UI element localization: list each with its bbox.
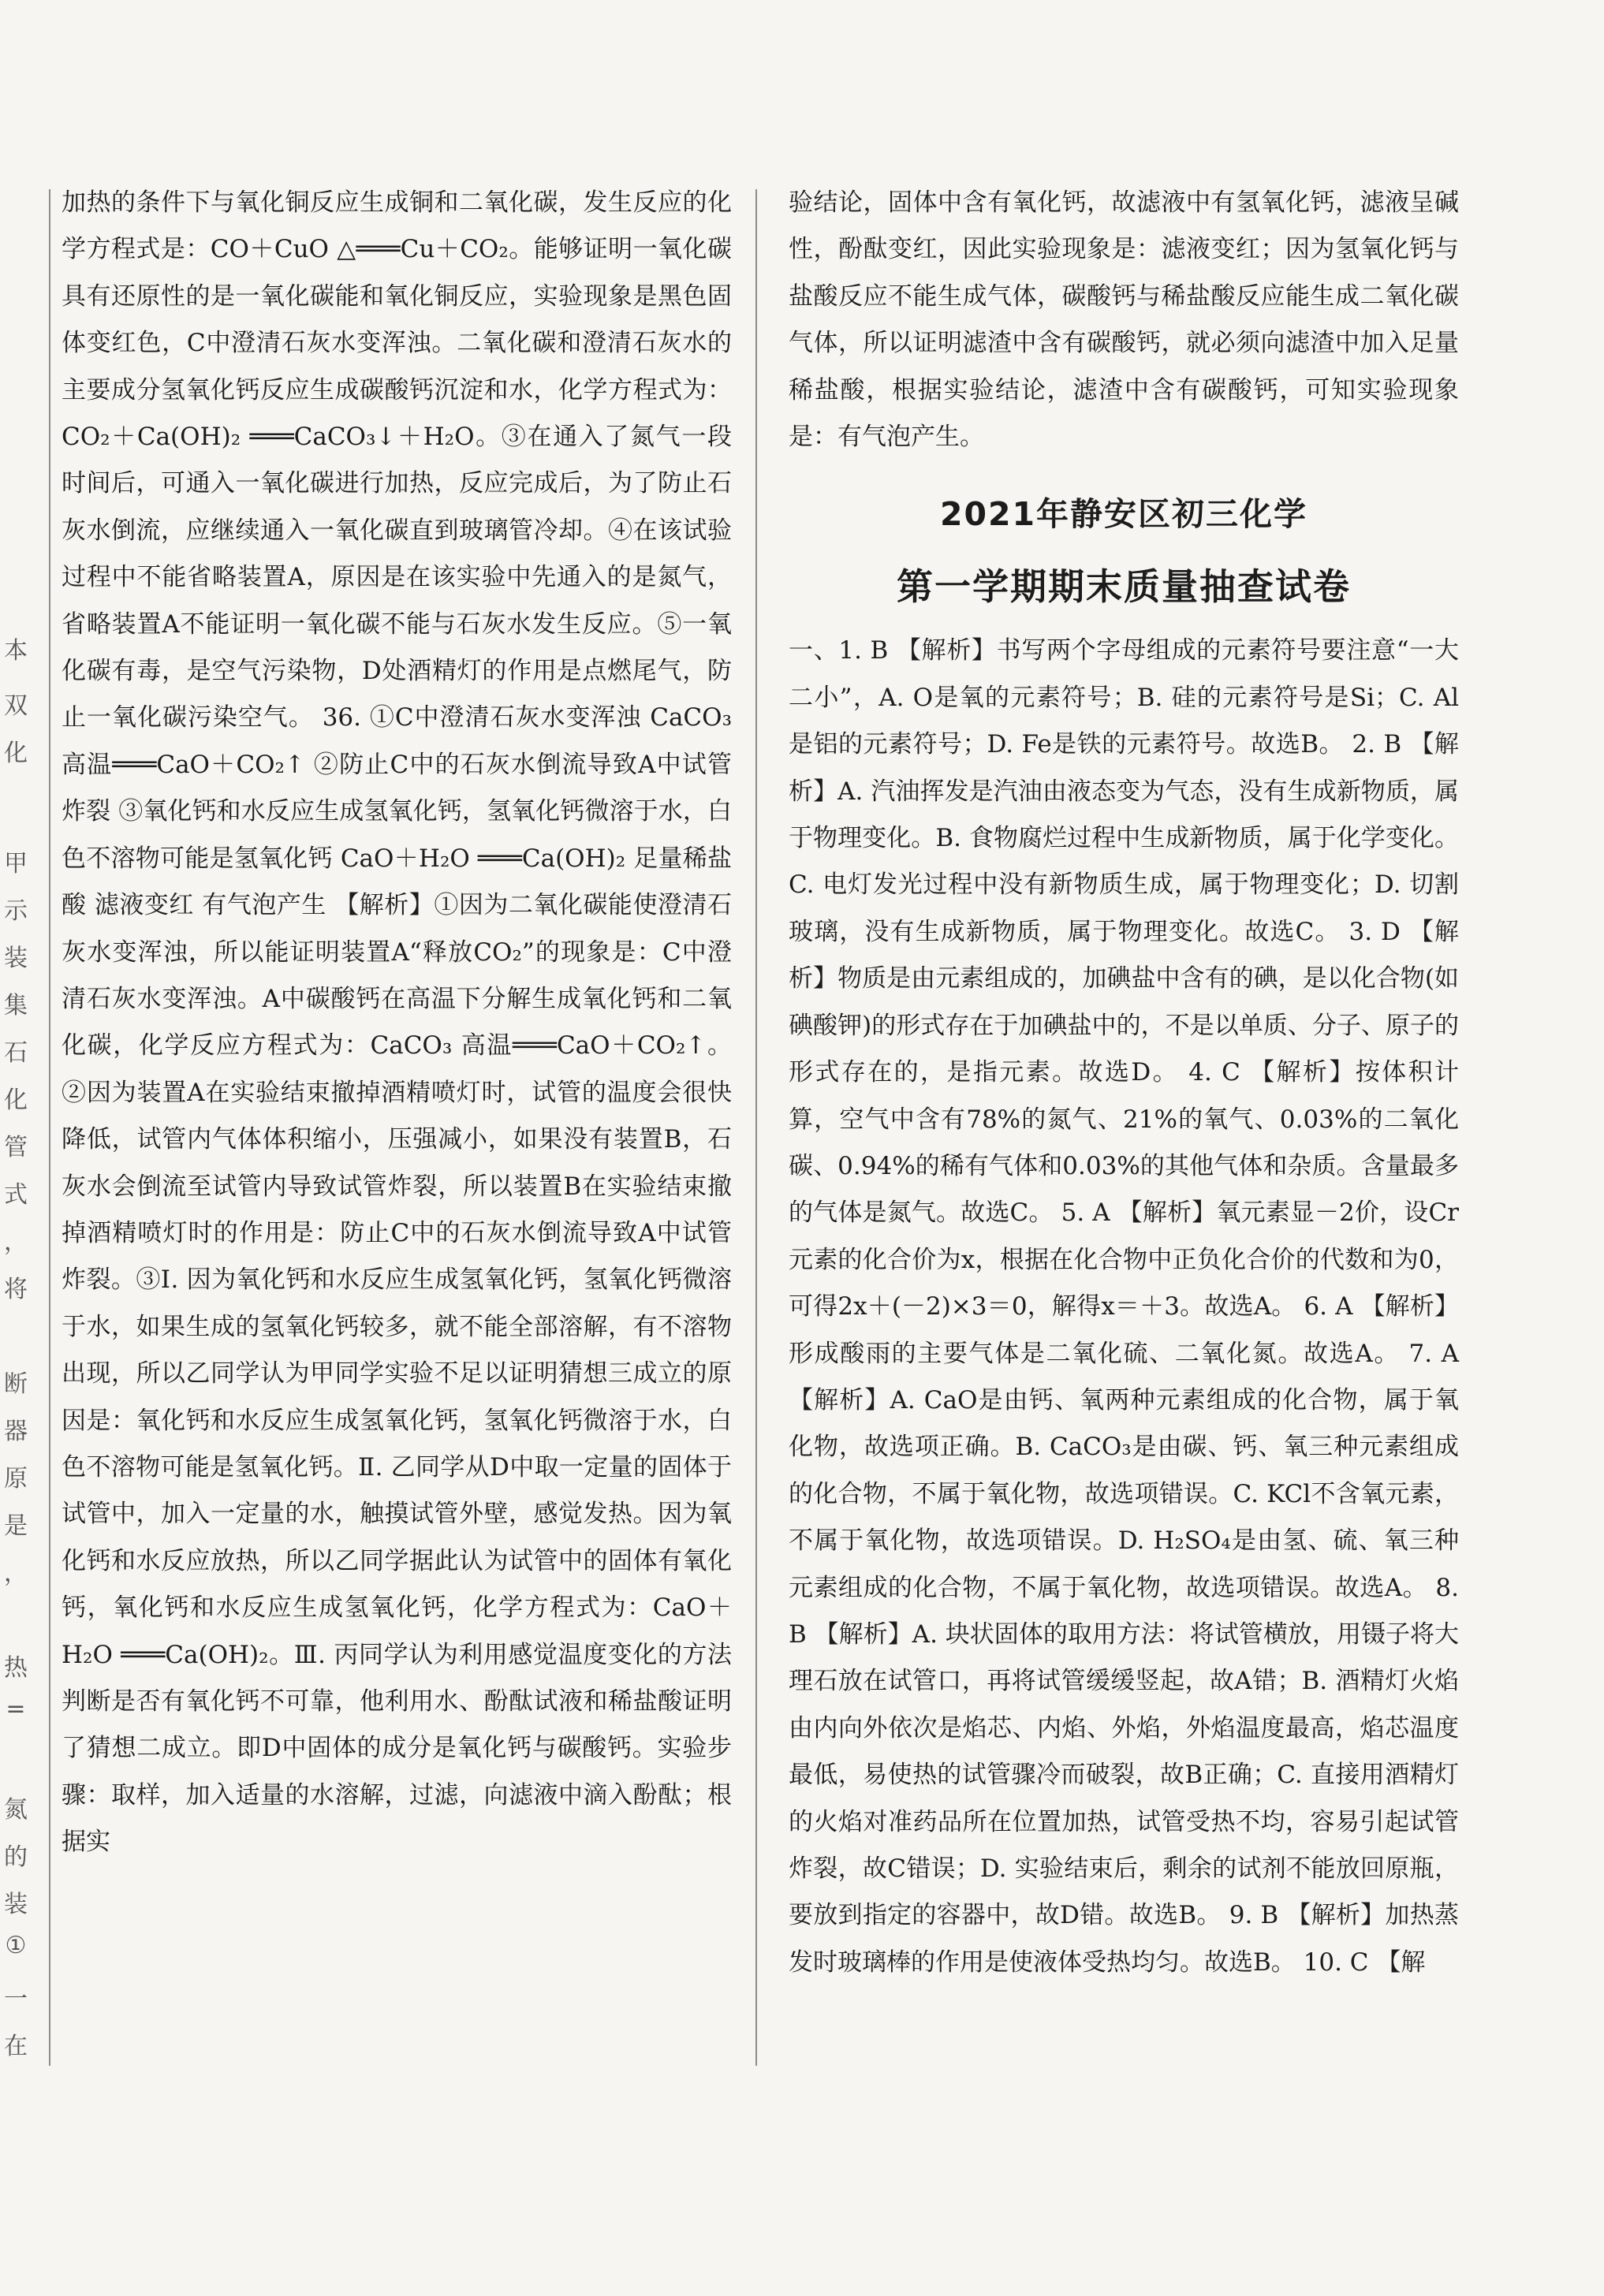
margin-char: 氮 (4, 1796, 28, 1824)
margin-char: ① (5, 1932, 27, 1959)
margin-char: 是 (4, 1512, 28, 1540)
column-rule (755, 189, 757, 2066)
margin-char: ， (4, 1560, 28, 1587)
margin-char: 化 (4, 1086, 28, 1114)
margin-char: 装 (4, 1891, 28, 1918)
margin-char: 装 (4, 945, 28, 972)
margin-char: 将 (4, 1276, 28, 1303)
right-answers-text: 一、1. B 【解析】书写两个字母组成的元素符号要注意“一大二小”，A. O是氧的元素符号；B. 硅的元素符号是Si；C. Al是铝的元素符号；D. Fe是铁的元素符号。故选B。 2. B 【解析】A. 汽油挥发是汽油由液态变为气态，没有生成新物质，属于物理变化。B. 食物腐烂过程中生成新物质，属于化学变化。C. 电灯发光过程中没有新物质生成，属于物理变化；D. 切割玻璃，没有生成新物质，属于物理变化。故选C。 3. D 【解析】物质是由元素组成的，加碘盐中含有的碘，是以化合物(如碘酸钾)的形式存在于加碘盐中的，不是以单质、分子、原子的形式存在的，是指元素。故选D。 4. C 【解析】按体积计算，空气中含有78%的氮气、21%的氧气、0.03%的二氧化碳、0.94%的稀有气体和0.03%的其他气体和杂质。含量最多的气体是氮气。故选C。 5. A 【解析】氧元素显－2价，设Cr元素的化合价为x，根据在化合物中正负化合价的代数和为0，可得2x＋(－2)×3＝0，解得x＝＋3。故选A。 6. A 【解析】形成酸雨的主要气体是二氧化硫、二氧化氮。故选A。 7. A 【解析】A. CaO是由钙、氧两种元素组成的化合物，属于氧化物，故选项正确。B. CaCO₃是由碳、钙、氧三种元素组成的化合物，不属于氧化物，故选项错误。C. KCl不含氧元素，不属于氧化物，故选项错误。D. H₂SO₄是由氢、硫、氧三种元素组成的化合物，不属于氧化物，故选项错误。故选A。 8. B 【解析】A. 块状固体的取用方法：将试管横放，用镊子将大理石放在试管口，再将试管缓缓竖起，故A错；B. 酒精灯火焰由内向外依次是焰芯、内焰、外焰，外焰温度最高，焰芯温度最低，易使热的试管骤冷而破裂，故B正确；C. 直接用酒精灯的火焰对准药品所在位置加热，试管受热不均，容易引起试管炸裂，故C错误；D. 实验结束后，剩余的试剂不能放回原瓶，要放到指定的容器中，故D错。故选B。 9. B 【解析】加热蒸发时玻璃棒的作用是使液体受热均匀。故选B。 10. C 【解 (789, 636, 1459, 1977)
margin-char: 器 (4, 1418, 28, 1445)
margin-char: 热 (4, 1654, 28, 1682)
margin-char: 管 (4, 1134, 28, 1161)
gutter-rule (49, 189, 50, 2066)
margin-char: 石 (4, 1039, 28, 1067)
margin-char: 化 (4, 740, 28, 767)
margin-char: 一 (4, 1985, 28, 2013)
margin-char: 在 (4, 2033, 28, 2060)
margin-char: 本 (4, 637, 28, 665)
margin-char: 双 (4, 692, 28, 720)
margin-char: 集 (4, 992, 28, 1019)
margin-char: 的 (4, 1843, 28, 1871)
exam-title-line2: 第一学期期末质量抽查试卷 (897, 565, 1351, 609)
margin-char: ， (4, 1228, 28, 1256)
left-column (62, 180, 732, 1866)
right-intro-text: 验结论，固体中含有氧化钙，故滤液中有氢氧化钙，滤液呈碱性，酚酞变红，因此实验现象是：滤液变红；因为氢氧化钙与盐酸反应不能生成气体，碳酸钙与稀盐酸反应能生成二氧化碳气体，所以证明滤渣中含有碳酸钙，就必须向滤渣中加入足量稀盐酸，根据实验结论，滤渣中含有碳酸钙，可知实验现象是：有气泡产生。 (789, 188, 1459, 452)
margin-char: 原 (4, 1465, 28, 1493)
right-column (789, 180, 1459, 1986)
margin-char: 示 (4, 897, 28, 925)
margin-char: 甲 (4, 850, 28, 878)
margin-char: 式 (4, 1181, 28, 1209)
left-column-text: 加热的条件下与氧化铜反应生成铜和二氧化碳，发生反应的化学方程式是：CO＋CuO △═══Cu＋CO₂。能够证明一氧化碳具有还原性的是一氧化碳能和氧化铜反应，实验现象是黑色固体变红色，C中澄清石灰水变浑浊。二氧化碳和澄清石灰水的主要成分氢氧化钙反应生成碳酸钙沉淀和水，化学方程式为：CO₂＋Ca(OH)₂ ═══CaCO₃↓＋H₂O。③在通入了氮气一段时间后，可通入一氧化碳进行加热，反应完成后，为了防止石灰水倒流，应继续通入一氧化碳直到玻璃管冷却。④在该试验过程中不能省略装置A，原因是在该实验中先通入的是氮气，省略装置A不能证明一氧化碳不能与石灰水发生反应。⑤一氧化碳有毒，是空气污染物，D处酒精灯的作用是点燃尾气，防止一氧化碳污染空气。 36. ①C中澄清石灰水变浑浊 CaCO₃ 高温═══CaO＋CO₂↑ ②防止C中的石灰水倒流导致A中试管炸裂 ③氧化钙和水反应生成氢氧化钙，氢氧化钙微溶于水，白色不溶物可能是氢氧化钙 CaO＋H₂O ═══Ca(OH)₂ 足量稀盐酸 滤液变红 有气泡产生 【解析】①因为二氧化碳能使澄清石灰水变浑浊，所以能证明装置A“释放CO₂”的现象是：C中澄清石灰水变浑浊。A中碳酸钙在高温下分解生成氧化钙和二氧化碳，化学反应方程式为：CaCO₃ 高温═══CaO＋CO₂↑。②因为装置A在实验结束撤掉酒精喷灯时，试管的温度会很快降低，试管内气体体积缩小，压强减小，如果没有装置B，石灰水会倒流至试管内导致试管炸裂，所以装置B在实验结束撤掉酒精喷灯时的作用是：防止C中的石灰水倒流导致A中试管炸裂。③Ⅰ. 因为氧化钙和水反应生成氢氧化钙，氢氧化钙微溶于水，如果生成的氢氧化钙较多，就不能全部溶解，有不溶物出现，所以乙同学认为甲同学实验不足以证明猜想三成立的原因是：氧化钙和水反应生成氢氧化钙，氢氧化钙微溶于水，白色不溶物可能是氢氧化钙。Ⅱ. 乙同学从D中取一定量的固体于试管中，加入一定量的水，触摸试管外壁，感觉发热。因为氧化钙和水反应放热，所以乙同学据此认为试管中的固体有氧化钙，氧化钙和水反应生成氢氧化钙，化学方程式为：CaO＋H₂O ═══Ca(OH)₂。Ⅲ. 丙同学认为利用感觉温度变化的方法判断是否有氧化钙不可靠，他利用水、酚酞试液和稀盐酸证明了猜想二成立。即D中固体的成分是氧化钙与碳酸钙。实验步骤：取样，加入适量的水溶解，过滤，向滤液中滴入酚酞；根据实 (62, 188, 732, 1857)
margin-char: 断 (4, 1370, 28, 1398)
exam-title-line1: 2021年静安区初三化学 (939, 495, 1308, 534)
margin-char: = (6, 1695, 26, 1723)
